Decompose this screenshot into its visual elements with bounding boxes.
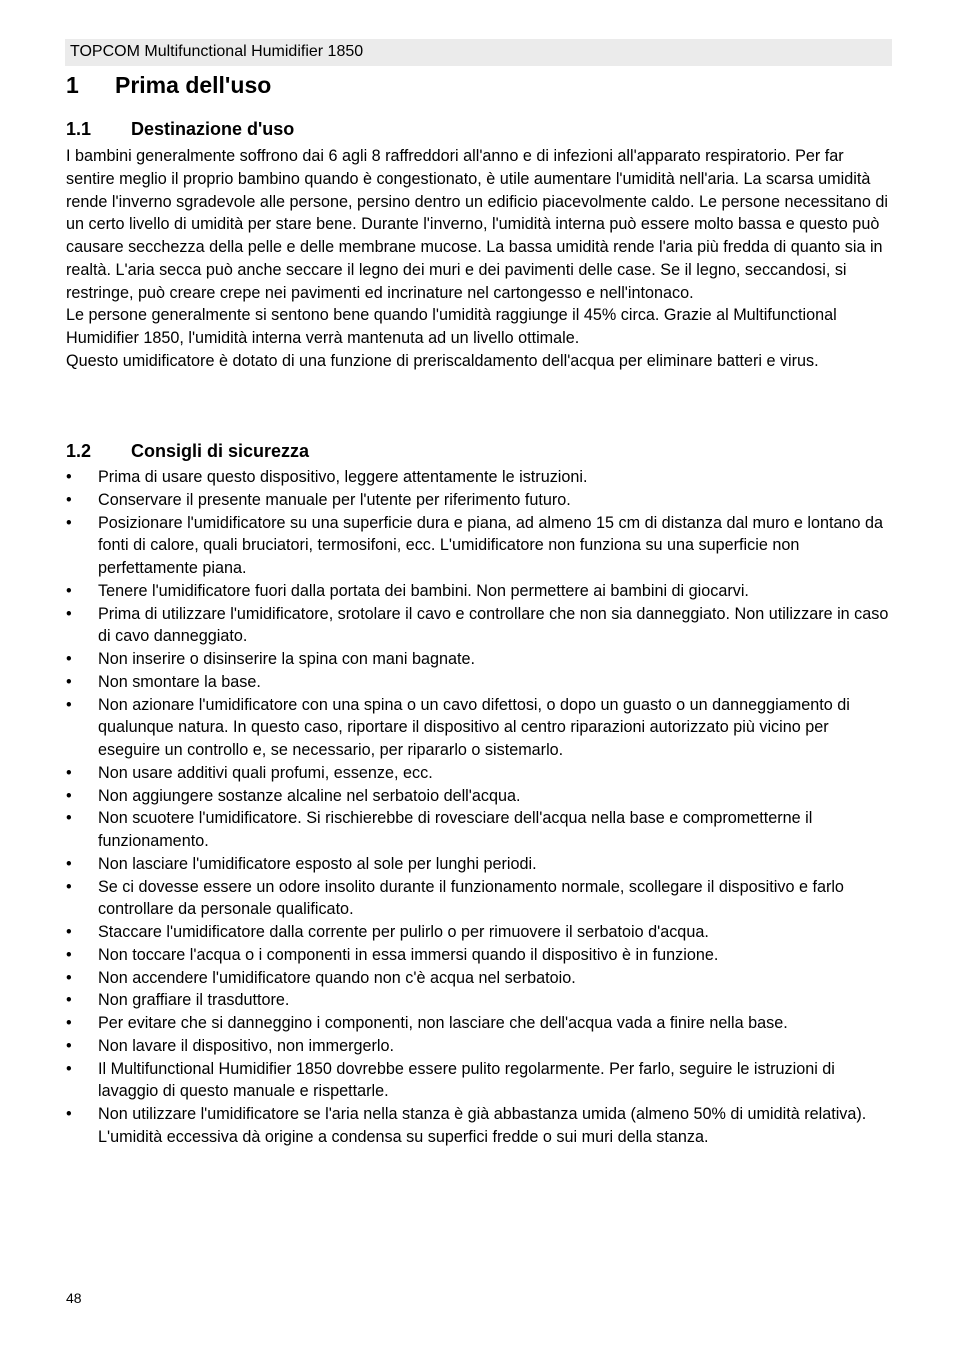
paragraph: Le persone generalmente si sentono bene quando l'umidità raggiunge il 45% circa. Grazie al Multifunctional Humidifier 1850, l'umidità interna verrà mantenuta ad un livello ottimale. — [66, 306, 837, 347]
bullet-icon: • — [66, 604, 72, 623]
section-heading-safety-tips — [66, 439, 309, 463]
chapter-title: Prima dell'uso — [115, 72, 272, 98]
list-item — [66, 1035, 894, 1058]
bullet-icon: • — [66, 809, 72, 828]
list-item-text: Non azionare l'umidificatore con una spina o un cavo difettosi, o dopo un guasto o un danneggiamento di qualunque natura. In questo caso, riportare il dispositivo al centro riparazioni autorizzato più vicino per eseguire un controllo e, se necessario, per ripararlo o sistemarlo. — [98, 695, 850, 759]
section-title: Consigli di sicurezza — [131, 441, 310, 461]
bullet-icon: • — [66, 490, 72, 509]
list-item-text: Non aggiungere sostanze alcaline nel serbatoio dell'acqua. — [98, 786, 521, 805]
section-number: 1.2 — [66, 441, 92, 461]
chapter-number: 1 — [66, 72, 79, 98]
list-item — [66, 1012, 894, 1035]
list-item-text: Non graffiare il trasduttore. — [98, 991, 290, 1010]
bullet-icon: • — [66, 923, 72, 941]
list-item — [66, 489, 894, 512]
list-item-text: Prima di utilizzare l'umidificatore, srotolare il cavo e controllare che non sia danneggiato. Non utilizzare in caso di cavo danneggiato. — [98, 604, 889, 646]
list-item — [66, 853, 894, 876]
list-item-text: Il Multifunctional Humidifier 1850 dovrebbe essere pulito regolarmente. Per farlo, seguire le istruzioni di lavaggio di questo manuale e rispettarle. — [98, 1059, 835, 1101]
section-title: Destinazione d'uso — [131, 119, 295, 139]
list-item-text: Non usare additivi quali profumi, essenze, ecc. — [98, 763, 433, 782]
bullet-icon: • — [66, 877, 72, 896]
bullet-icon: • — [66, 786, 72, 805]
list-item-text: Per evitare che si danneggino i componenti, non lasciare che dell'acqua vada a finire nella base. — [98, 1014, 788, 1032]
intended-use-body — [66, 145, 894, 373]
bullet-icon: • — [66, 513, 72, 532]
list-item — [66, 603, 894, 649]
bullet-icon: • — [66, 968, 72, 987]
section-number: 1.1 — [66, 119, 92, 139]
list-item-text: Non lasciare l'umidificatore esposto al sole per lunghi periodi. — [98, 854, 537, 873]
bullet-icon: • — [66, 1036, 72, 1055]
page-number: 48 — [66, 1290, 82, 1306]
bullet-icon: • — [66, 1014, 72, 1032]
bullet-icon: • — [66, 991, 72, 1010]
list-item-text: Staccare l'umidificatore dalla corrente per pulirlo o per rimuovere il serbatoio d'acqua. — [98, 923, 709, 941]
list-item-text: Non accendere l'umidificatore quando non c'è acqua nel serbatoio. — [98, 968, 576, 987]
bullet-icon: • — [66, 945, 72, 964]
bullet-icon: • — [66, 1105, 72, 1123]
list-item-text: Non utilizzare l'umidificatore se l'aria nella stanza è già abbastanza umida (almeno 50% di umidità relativa). L'umidità eccessiva dà origine a condensa su superfici fredde o sui muri della stanza. — [98, 1105, 867, 1146]
bullet-icon: • — [66, 854, 72, 873]
list-item — [66, 694, 894, 762]
list-item-text: Non smontare la base. — [98, 672, 261, 691]
list-item — [66, 1103, 894, 1149]
list-item-text: Non lavare il dispositivo, non immergerlo. — [98, 1036, 394, 1055]
list-item-text: Tenere l'umidificatore fuori dalla portata dei bambini. Non permettere ai bambini di giocarvi. — [98, 581, 749, 600]
list-item-text: Non scuotere l'umidificatore. Si rischierebbe di rovesciare dell'acqua nella base e comprometterne il funzionamento. — [98, 809, 813, 850]
list-item-text: Non inserire o disinserire la spina con mani bagnate. — [98, 650, 476, 668]
list-item — [66, 466, 894, 489]
list-item — [66, 989, 894, 1012]
list-item-text: Prima di usare questo dispositivo, leggere attentamente le istruzioni. — [98, 468, 588, 486]
list-item — [66, 512, 894, 580]
list-item — [66, 944, 894, 967]
list-item — [66, 648, 894, 671]
list-item — [66, 807, 894, 853]
list-item — [66, 876, 894, 922]
bullet-icon: • — [66, 581, 72, 600]
bullet-icon: • — [66, 695, 72, 714]
bullet-icon: • — [66, 763, 72, 782]
list-item-text: Conservare il presente manuale per l'utente per riferimento futuro. — [98, 490, 571, 509]
list-item — [66, 967, 894, 990]
chapter-heading — [66, 70, 271, 100]
bullet-icon: • — [66, 672, 72, 691]
paragraph: Questo umidificatore è dotato di una funzione di preriscaldamento dell'acqua per eliminare batteri e virus. — [66, 351, 819, 370]
list-item — [66, 785, 894, 808]
list-item — [66, 580, 894, 603]
list-item-text: Se ci dovesse essere un odore insolito durante il funzionamento normale, scollegare il dispositivo e farlo controllare da personale qualificato. — [98, 877, 844, 919]
list-item — [66, 921, 894, 944]
bullet-icon: • — [66, 650, 72, 668]
bullet-icon: • — [66, 468, 72, 486]
safety-tips-list — [66, 466, 894, 1149]
running-header — [65, 39, 892, 66]
list-item — [66, 1058, 894, 1104]
header-text: TOPCOM Multifunctional Humidifier 1850 — [70, 43, 364, 60]
bullet-icon: • — [66, 1059, 72, 1078]
paragraph: I bambini generalmente soffrono dai 6 agli 8 raffreddori all'anno e di infezioni all'apparato respiratorio. Per far sentire meglio il proprio bambino quando è congestionato, è utile aumentare l'umidità nell'aria. La scarsa umidità rende l'inverno sgradevole alle persone, persino dentro un edificio piacevolmente caldo. Le persone necessitano di un certo livello di umidità per stare bene. Durante l'inverno, l'umidità interna può essere molto bassa e questo può causare secchezza della pelle e delle membrane mucose. La bassa umidità rende l'aria più fredda di quanto sia in realtà. L'aria secca può anche seccare il legno dei muri e dei pavimenti delle case. Se il legno, seccandosi, si restringe, può creare crepe nei pavimenti ed incrinature nel cartongesso e nell'intonaco. — [66, 147, 888, 302]
list-item-text: Non toccare l'acqua o i componenti in essa immersi quando il dispositivo è in funzione. — [98, 945, 719, 964]
section-heading-intended-use — [66, 117, 294, 141]
list-item — [66, 762, 894, 785]
list-item — [66, 671, 894, 694]
list-item-text: Posizionare l'umidificatore su una superficie dura e piana, ad almeno 15 cm di distanza dal muro e lontano da fonti di calore, quali bruciatori, termosifoni, ecc. L'umidificatore non funziona su una superficie non perfettamente piana. — [98, 513, 884, 577]
